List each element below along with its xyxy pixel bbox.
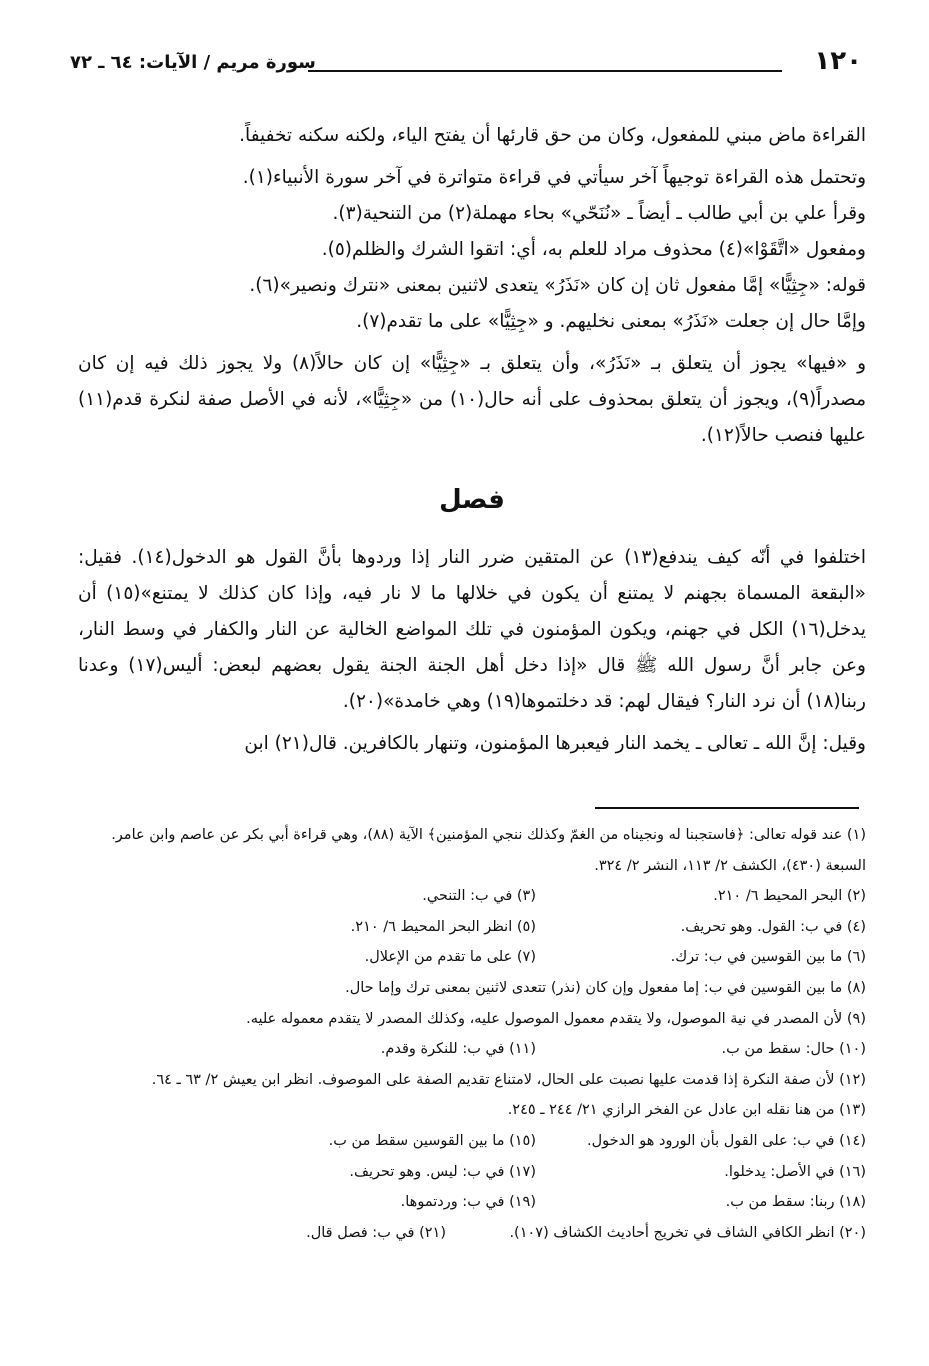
footnote: (٢١) في ب: فصل قال. — [306, 1224, 446, 1241]
footnote-row — [78, 1218, 866, 1249]
footnote: (٢٠) انظر الكافي الشاف في تخريج أحاديث الكشاف (١٠٧). — [509, 1224, 866, 1241]
footnote-row — [78, 881, 866, 912]
footnote: (١٠) حال: سقط من ب. — [721, 1041, 866, 1058]
running-title: سورة مريم / الآيات: ٦٤ ـ ٧٢ — [70, 52, 316, 73]
section-title: فصل — [439, 485, 505, 515]
paragraph: قوله: «جِثِيًّا» إمَّا مفعول ثان إن كان «نَذَرُ» يتعدى لاثنين بمعنى «نترك ونصير»(٦). — [249, 275, 866, 296]
footnote: (١٨) ربنا: سقط من ب. — [725, 1194, 866, 1211]
footnote: (١١) في ب: للنكرة وقدم. — [380, 1041, 536, 1058]
footnote: (٢) البحر المحيط ٦/ ٢١٠. — [713, 888, 866, 905]
footnote: (١٩) في ب: وردتموها. — [400, 1194, 536, 1211]
footnote-row — [78, 942, 866, 973]
footnote-row — [78, 912, 866, 943]
footnote: (٧) على ما تقدم من الإعلال. — [364, 949, 536, 966]
page-header — [70, 44, 862, 84]
main-text — [78, 118, 866, 762]
paragraph: و «فيها» يجوز أن يتعلق بـ «نَذَرُ»، وأن يتعلق بـ «جِثِيًّا» إن كان حالاً(٨) ولا يجوز ذلك فيه إن كان مصدراً(٩)، ويجوز أن يتعلق بمحذوف على أنه حال(١٠) من «جِثِيًّا»، لأنه في الأصل صفة لنكرة قدم(١١) عليها فنصب حالاً(١٢). — [78, 353, 866, 446]
footnote: (٤) في ب: القول. وهو تحريف. — [680, 918, 866, 935]
header-rule — [308, 70, 782, 72]
footnote-row — [78, 1034, 866, 1065]
footnote: (٥) انظر البحر المحيط ٦/ ٢١٠. — [350, 918, 536, 935]
footnote: (٩) لأن المصدر في نية الموصول، ولا يتقدم معمول الموصول عليه، وكذلك المصدر لا يتقدم معموله عليه. — [246, 1010, 866, 1027]
footnote: (٦) ما بين القوسين في ب: ترك. — [670, 949, 866, 966]
footnote: (١٣) من هنا نقله ابن عادل عن الفخر الرازي ٢١/ ٢٤٤ ـ ٢٤٥. — [507, 1102, 866, 1119]
paragraph: اختلفوا في أنّه كيف يندفع(١٣) عن المتقين ضرر النار إذا وردوها بأنَّ القول هو الدخول(١٤). فقيل: «البقعة المسماة بجهنم لا يمتنع أن يكون في خلالها ما لا نار فيه، وإذا كان كذلك لا يمتنع»(١٥) أن يدخل(١٦) الكل في جهنم، ويكون المؤمنون في تلك المواضع الخالية عن النار والكفار في وسط النار، وعن جابر أنَّ رسول الله ﷺ قال «إذا دخل أهل الجنة الجنة يقول بعضهم لبعض: أليس(١٧) وعدنا ربنا(١٨) أن نرد النار؟ فيقال لهم: قد دخلتموها(١٩) وهي خامدة»(٢٠). — [78, 547, 866, 712]
paragraph: وقيل: إنَّ الله ـ تعالى ـ يخمد النار فيعبرها المؤمنون، وتنهار بالكافرين. قال(٢١) ابن — [244, 733, 866, 754]
footnote-row — [78, 1126, 866, 1157]
footnote-row — [78, 1187, 866, 1218]
page-number: ١٢٠ — [814, 46, 862, 76]
footnote-row — [78, 1157, 866, 1188]
footnote: (١٢) لأن صفة النكرة إذا قدمت عليها نصبت على الحال، لامتناع تقديم الصفة على الموصوف. انظر ابن يعيش ٢/ ٦٣ ـ ٦٤. — [151, 1071, 866, 1088]
footnote: (١٤) في ب: على القول بأن الورود هو الدخول. — [587, 1132, 866, 1149]
footnote: (١٦) في الأصل: يدخلوا. — [724, 1163, 866, 1180]
footnotes — [78, 820, 866, 1248]
paragraph: وتحتمل هذه القراءة توجيهاً آخر سيأتي في قراءة متواترة في آخر سورة الأنبياء(١). — [242, 167, 866, 188]
footnote-separator — [595, 807, 859, 809]
paragraph: القراءة ماض مبني للمفعول، وكان من حق قارئها أن يفتح الياء، ولكنه سكنه تخفيفاً. — [239, 125, 866, 146]
paragraph: ومفعول «اتَّقَوْا»(٤) محذوف مراد للعلم به، أي: اتقوا الشرك والظلم(٥). — [321, 239, 866, 260]
footnote: (٨) ما بين القوسين في ب: إما مفعول وإن كان (نذر) تتعدى لاثنين بمعنى ترك وإما حال. — [345, 979, 866, 996]
paragraph: وإمَّا حال إن جعلت «نَذَرُ» بمعنى نخليهم. و «جِثِيًّا» على ما تقدم(٧). — [356, 311, 866, 332]
paragraph: وقرأ علي بن أبي طالب ـ أيضاً ـ «نُنَحّي» بحاء مهملة(٢) من التنحية(٣). — [332, 203, 866, 224]
footnote: (١٧) في ب: ليس. وهو تحريف. — [349, 1163, 536, 1180]
footnote: (٣) في ب: التنحي. — [422, 888, 536, 905]
footnote: (١٥) ما بين القوسين سقط من ب. — [328, 1132, 536, 1149]
footnote: (١) عند قوله تعالى: ﴿فاستجبنا له ونجيناه من الغمّ وكذلك ننجي المؤمنين﴾ الآية (٨٨)، وهي قراءة أبي بكر عن عاصم وابن عامر. السبعة (٤٣٠)، الكشف ٢/ ١١٣، النشر ٢/ ٣٢٤. — [111, 827, 866, 874]
